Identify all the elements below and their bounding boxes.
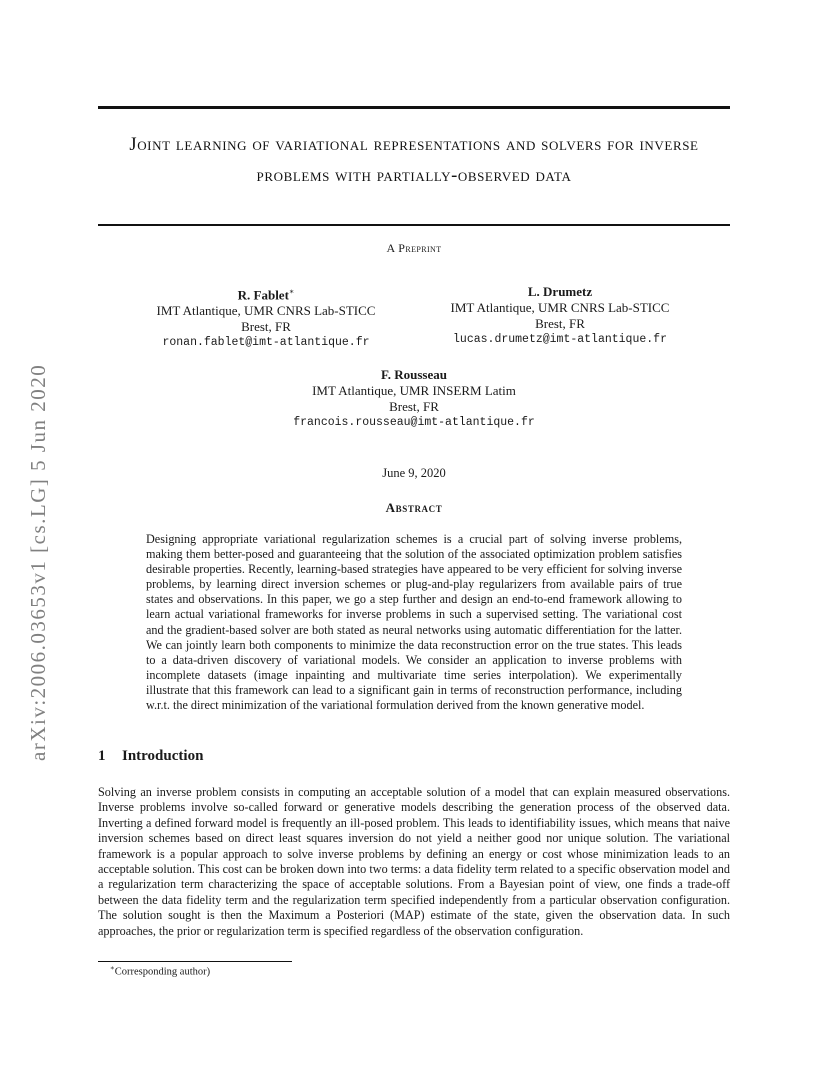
author-email: lucas.drumetz@imt-atlantique.fr (453, 333, 667, 346)
section-number: 1 (98, 748, 106, 764)
footnote-text: Corresponding author) (114, 966, 211, 978)
author-email: ronan.fablet@imt-atlantique.fr (162, 336, 370, 350)
abstract-text: Designing appropriate variational regularization schemes is a crucial part of solving inverse problems, making them better-posed and guaranteeing that the solution of the associated optimization problem satisfies desirable properties. Recently, learning-based strategies have appeared to be very efficient for solving inverse problems, by learning direct inversion schemes or plug-and-play regularizers from available pairs of true states and observations. In this paper, we go a step further and design an end-to-end framework allowing to learn actual variational frameworks for inverse problems in such a supervised setting. The variational cost and the gradient-based solver are both stated as neural networks using automatic differentiation for the latter. We can jointly learn both components to minimize the data reconstruction error on the true states. This leads to a data-driven discovery of variational models. We consider an application to inverse problems with incomplete datasets (image inpainting and multivariate time series interpolation). We experimentally illustrate that this framework can lead to a significant gain in terms of reconstruction performance, including w.r.t. the direct minimization of the variational formulation derived from the known generative model. (146, 532, 682, 713)
title-bottom-rule (98, 224, 730, 226)
author-block (264, 367, 564, 431)
footnote (110, 964, 210, 978)
author-affiliation: IMT Atlantique, UMR CNRS Lab-STICC (450, 300, 670, 315)
section-heading (98, 748, 730, 765)
author-name: L. Drumetz (527, 284, 593, 299)
author-email: francois.rousseau@imt-atlantique.fr (293, 416, 535, 429)
author-location: Brest, FR (535, 316, 585, 331)
footnote-marker: ∗ (110, 964, 115, 972)
title-top-rule (98, 106, 730, 109)
paper-title: Joint learning of variational representations and solvers for inverse problems with partially-observed data (129, 135, 699, 186)
author-location: Brest, FR (241, 319, 291, 335)
paper-date: June 9, 2020 (382, 466, 446, 480)
footnote-marker: ∗ (288, 287, 295, 296)
abstract-heading: Abstract (385, 500, 443, 515)
preprint-label: A Preprint (386, 241, 442, 255)
introduction-text: Solving an inverse problem consists in computing an acceptable solution of a model that can explain measured observations. Inverse problems involve so-called forward or generative models describing the generation process of the observed data. Inverting a defined forward model is frequently an ill-posed problem. This leads to identifiability issues, which means that naive inversion schemes based on direct least squares inversion do not yield a neither good nor unique solution. The variational framework is a popular approach to solve inverse problems by defining an energy or cost whose minimization leads to an acceptable solution. This cost can be broken down into two terms: a data fidelity term related to a specific observation model and a regularization term characterizing the space of acceptable solutions. From a Bayesian point of view, one finds a trade-off between the data fidelity term and the regularization term specified independently from a particular observation configuration. The solution sought is then the Maximum a Posteriori (MAP) estimate of the state, given the observation data. In such approaches, the prior or regularization term is specified regardless of the observation configuration. (98, 785, 730, 938)
section-title: Introduction (122, 748, 204, 764)
author-location: Brest, FR (389, 399, 439, 414)
author-block (424, 284, 696, 348)
author-block (130, 284, 402, 351)
author-name: F. Rousseau (381, 367, 447, 382)
author-affiliation: IMT Atlantique, UMR INSERM Latim (312, 383, 516, 398)
arxiv-sidebar-id: arXiv:2006.03653v1 [cs.LG] 5 Jun 2020 (26, 363, 50, 761)
footnote-rule (98, 961, 292, 962)
author-name: R. Fablet∗ (237, 287, 295, 303)
author-affiliation: IMT Atlantique, UMR CNRS Lab-STICC (156, 303, 376, 319)
